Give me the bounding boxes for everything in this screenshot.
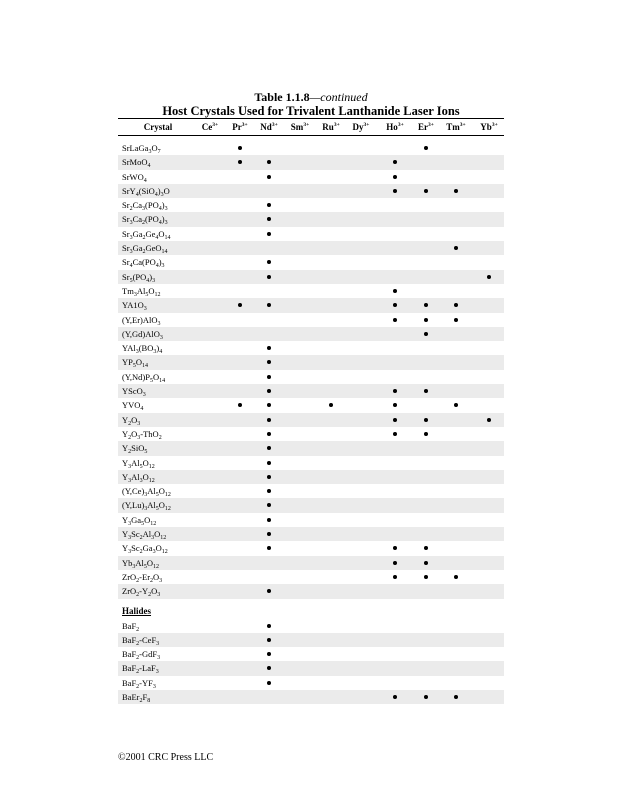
crystal-name: $ZrO_2-Er_2O_3$ (122, 571, 163, 584)
ion-marker-nd (267, 666, 271, 670)
ion-marker-ho (393, 189, 397, 193)
crystal-name: $Sr_5(PO_4)_3$ (122, 271, 156, 284)
crystal-name: $YVO_4$ (122, 400, 144, 413)
crystal-name: SrWO$_4$ (122, 171, 147, 184)
table-row (118, 241, 504, 255)
column-charge: 3+ (397, 122, 404, 128)
column-element: Ce (201, 122, 213, 132)
crystal-name: $BaF_2-YF_3$ (122, 677, 156, 690)
table-row (118, 398, 504, 412)
crystal-name: $Sr_3Ga_2Ge_4O_{14}$ (122, 228, 171, 241)
ion-marker-ho (393, 289, 397, 293)
ion-marker-nd (267, 489, 271, 493)
ion-marker-tm (454, 318, 458, 322)
ion-marker-nd (267, 203, 271, 207)
column-charge: 3+ (333, 122, 340, 128)
table-row (118, 427, 504, 441)
ion-marker-tm (454, 189, 458, 193)
ion-marker-ho (393, 546, 397, 550)
crystal-name: $Tm_3Al_5O_{12}$ (122, 285, 161, 298)
column-charge: 3+ (459, 122, 466, 128)
crystal-name: $(Y,Ce)_3Al_5O_{12}$ (122, 486, 171, 499)
column-header-nd (260, 122, 277, 132)
table-row (118, 456, 504, 470)
table-row (118, 255, 504, 269)
table-row (118, 155, 504, 169)
crystal-name: $Sr_4Ca(PO_4)_3$ (122, 257, 165, 270)
ion-marker-er (424, 318, 428, 322)
table-row (118, 355, 504, 369)
table-row (118, 313, 504, 327)
column-header-pr (232, 122, 247, 132)
column-charge: 3+ (212, 122, 219, 128)
crystal-name: $Y_3Al_3O_{12}$ (122, 471, 155, 484)
column-charge: 3+ (428, 122, 434, 128)
crystal-name: $SrLaGa_3O_7$ (122, 143, 161, 155)
table-row (118, 170, 504, 184)
ion-marker-er (424, 303, 428, 307)
ion-marker-nd (267, 389, 271, 393)
table-row (118, 441, 504, 455)
crystal-name: SrMoO$_4$ (122, 157, 151, 170)
table-row (118, 676, 504, 690)
ion-marker-pr (238, 160, 242, 164)
table-row (118, 413, 504, 427)
ion-marker-ho (393, 432, 397, 436)
crystal-name: $(Y,Lu)_3Al_5O_{12}$ (122, 500, 171, 513)
ion-marker-er (424, 546, 428, 550)
ion-marker-nd (267, 681, 271, 685)
ion-marker-yb (487, 275, 491, 279)
ion-marker-ho (393, 303, 397, 307)
ion-marker-ho (393, 318, 397, 322)
column-element: Ho (386, 122, 398, 132)
table-row (118, 212, 504, 226)
ion-marker-er (424, 189, 428, 193)
column-header-crystal: Crystal (143, 122, 173, 132)
ion-marker-ho (393, 418, 397, 422)
ion-marker-pr (238, 403, 242, 407)
ion-marker-er (424, 418, 428, 422)
ion-marker-er (424, 389, 428, 393)
ion-marker-nd (267, 624, 271, 628)
section-heading: Halides (122, 605, 152, 616)
crystal-name: BaF$_2$-LaF$_3$ (122, 663, 159, 676)
column-element: Pr (232, 122, 242, 132)
table-row (118, 527, 504, 541)
table-row (118, 470, 504, 484)
ion-marker-nd (267, 546, 271, 550)
column-element: Tm (446, 122, 460, 132)
column-header-tm (446, 122, 465, 132)
crystal-name: $Y_2O_3$ (122, 414, 141, 427)
column-header-yb (480, 122, 497, 132)
crystal-name: BaF$_2$-CeF$_3$ (122, 634, 160, 647)
crystal-name: (Y,Er)AlO$_3$ (122, 314, 161, 327)
ion-marker-nd (267, 652, 271, 656)
column-charge: 3+ (491, 122, 498, 128)
column-element: Nd (260, 122, 272, 132)
column-element: Ru (322, 122, 334, 132)
column-charge: 3+ (241, 122, 248, 128)
column-header-ce (202, 122, 218, 132)
crystal-name: $Y_2O_3-ThO_2$ (122, 428, 162, 441)
table-row (118, 513, 504, 527)
table-row (118, 384, 504, 398)
ion-marker-er (424, 332, 428, 336)
ion-marker-nd (267, 303, 271, 307)
crystal-name: $Yb_3Al_5O_{12}$ (122, 557, 160, 570)
crystal-name: $BaEr_2F_8$ (122, 691, 151, 704)
ion-marker-tm (454, 695, 458, 699)
ion-marker-nd (267, 217, 271, 221)
ion-marker-ho (393, 175, 397, 179)
crystal-name: $Y_3Al_5O_{12}$ (122, 457, 155, 470)
ion-marker-nd (267, 432, 271, 436)
ion-marker-er (424, 432, 428, 436)
ion-marker-nd (267, 375, 271, 379)
ion-marker-nd (267, 275, 271, 279)
ion-marker-pr (238, 146, 242, 150)
ion-marker-nd (267, 403, 271, 407)
ion-marker-nd (267, 503, 271, 507)
ion-marker-nd (267, 446, 271, 450)
table-row (118, 619, 504, 633)
ion-marker-tm (454, 403, 458, 407)
column-element: Dy (352, 122, 364, 132)
column-header-ru (322, 122, 339, 132)
top-rule (118, 118, 504, 119)
crystal-name: $Y_3Ga_5O_{12}$ (122, 514, 157, 527)
ion-marker-tm (454, 303, 458, 307)
table-row (118, 298, 504, 312)
ion-marker-yb (487, 418, 491, 422)
column-element: Yb (480, 122, 492, 132)
table-row (118, 227, 504, 241)
crystal-name: $(Y,Nd)P_5O_{14}$ (122, 371, 166, 384)
column-charge: 3+ (271, 122, 278, 128)
table-row (118, 141, 504, 155)
table-row (118, 647, 504, 661)
table-row (118, 556, 504, 570)
ion-marker-nd (267, 260, 271, 264)
table-row (118, 570, 504, 584)
table-header-row (118, 120, 504, 134)
ion-marker-ru (329, 403, 333, 407)
crystal-name: $YAl_3(BO_3)_4$ (122, 343, 163, 356)
ion-marker-ho (393, 403, 397, 407)
crystal-name: (Y,Gd)AlO$_3$ (122, 328, 163, 341)
crystal-name: $YP_5O_{14}$ (122, 357, 149, 370)
ion-marker-nd (267, 461, 271, 465)
ion-marker-pr (238, 303, 242, 307)
crystal-name: BaF$_2$-GdF$_3$ (122, 649, 161, 662)
column-element: Er (418, 122, 429, 132)
column-header-er (418, 122, 434, 132)
ion-marker-nd (267, 175, 271, 179)
column-header-sm (291, 122, 309, 132)
table-number-text: Table 1.1.8 (254, 90, 310, 104)
ion-marker-nd (267, 589, 271, 593)
table-row (118, 661, 504, 675)
ion-marker-nd (267, 638, 271, 642)
section-heading-row (118, 599, 504, 619)
copyright-footer: ©2001 CRC Press LLC (118, 752, 214, 763)
crystal-name: $Sr_3Ca_2(PO_4)_3$ (122, 214, 168, 227)
column-charge: 3+ (303, 122, 310, 128)
ion-marker-nd (267, 160, 271, 164)
ion-marker-nd (267, 475, 271, 479)
ion-marker-er (424, 695, 428, 699)
ion-marker-er (424, 146, 428, 150)
ion-marker-tm (454, 246, 458, 250)
crystal-name: $ZrO_2-Y_2O_3$ (122, 586, 161, 599)
ion-marker-ho (393, 389, 397, 393)
crystal-name: YScO$_3$ (122, 386, 146, 399)
table-row (118, 584, 504, 598)
table-row (118, 327, 504, 341)
table-row (118, 484, 504, 498)
table-row (118, 370, 504, 384)
crystal-name: $Y_3Sc_2Ga_3O_{12}$ (122, 543, 168, 556)
header-rule (118, 135, 504, 136)
ion-marker-er (424, 561, 428, 565)
crystal-name: BaF$_2$ (122, 620, 140, 633)
column-charge: 3+ (363, 122, 370, 128)
ion-marker-nd (267, 532, 271, 536)
column-header-ho (386, 122, 403, 132)
table-row (118, 633, 504, 647)
crystal-name: $Y_3Sc_2Al_3O_{12}$ (122, 529, 167, 542)
ion-marker-tm (454, 575, 458, 579)
table-row (118, 541, 504, 555)
table-row (118, 270, 504, 284)
table-number (118, 90, 504, 104)
ion-marker-nd (267, 360, 271, 364)
ion-marker-nd (267, 232, 271, 236)
table-body (118, 141, 504, 704)
crystal-name: $Y_2SiO_5$ (122, 443, 148, 456)
ion-marker-nd (267, 518, 271, 522)
column-header-dy (353, 122, 370, 132)
crystal-name: $Sr_3Ga_2GeO_{14}$ (122, 243, 168, 256)
table-continued: —continued (309, 90, 368, 104)
table-caption (118, 90, 504, 118)
ion-marker-nd (267, 346, 271, 350)
ion-marker-nd (267, 418, 271, 422)
table-row (118, 498, 504, 512)
table-row (118, 284, 504, 298)
crystal-name: $SrY_4(SiO_4)_3O$ (122, 185, 170, 198)
table-row (118, 184, 504, 198)
ion-marker-ho (393, 160, 397, 164)
ion-marker-ho (393, 575, 397, 579)
table-row (118, 198, 504, 212)
ion-marker-er (424, 575, 428, 579)
table-row (118, 341, 504, 355)
table-row (118, 690, 504, 704)
table-title: Host Crystals Used for Trivalent Lanthanide Laser Ions (162, 104, 460, 118)
crystal-name: $Sr_2Ca_3(PO_4)_3$ (122, 200, 168, 213)
ion-marker-ho (393, 695, 397, 699)
crystal-name: $YA1O_3$ (122, 300, 147, 313)
ion-marker-ho (393, 561, 397, 565)
column-element: Sm (290, 122, 304, 132)
